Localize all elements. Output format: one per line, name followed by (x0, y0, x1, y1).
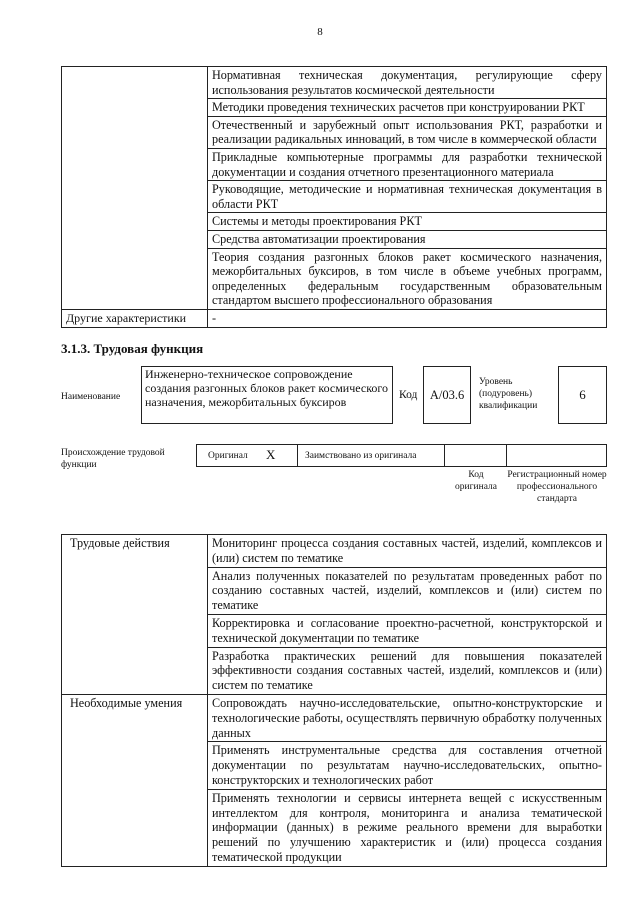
labor-action-item: Мониторинг процесса создания составных частей, изделий, комплексов и (или) систем по тематике (208, 535, 607, 568)
knowledge-item: Теория создания разгонных блоков ракет космического назначения, межорбитальных буксиров, в том числе в объеме учебных программ, определенных федеральным государственным образовательным стандартом высшего профессионального образования (208, 248, 607, 309)
knowledge-item: Прикладные компьютерные программы для разработки технической документации и создания отчетного презентационного материала (208, 148, 607, 180)
labor-action-item: Корректировка и согласование проектно-расчетной, конструкторской и технической документации по тематике (208, 614, 607, 647)
knowledge-item: Системы и методы проектирования РКТ (208, 213, 607, 231)
skill-item: Сопровождать научно-исследовательские, опытно-конструкторские и технологические работы, осуществлять первичную обработку полученных данных (208, 694, 607, 741)
knowledge-item: Средства автоматизации проектирования (208, 230, 607, 248)
other-characteristics-value: - (208, 309, 607, 327)
knowledge-item: Руководящие, методические и нормативная техническая документация в области РКТ (208, 181, 607, 213)
labor-function-table (61, 534, 607, 867)
knowledge-item: Нормативная техническая документация, регулирующие сферу использования результатов космической деятельности (208, 67, 607, 99)
other-characteristics-label: Другие характеристики (62, 309, 208, 327)
registration-number-caption: Регистрационный номер профессионального стандарта (507, 470, 607, 504)
name-label: Наименование (61, 392, 121, 402)
skill-item: Применять инструментальные средства для составления отчетной документации по результатам научно-исследовательских, опытно-конструкторских и технологических работ (208, 742, 607, 789)
knowledge-table (61, 66, 607, 328)
skill-item: Применять технологии и сервисы интернета вещей с искусственным интеллектом для контроля, мониторинга и анализа тематической информации (данных) в режиме реального времени для выработки решений по улучшению характеристик и (или) процесса создания тематической продукции (208, 789, 607, 866)
origin-code-cell (444, 444, 507, 467)
code-label: Код (399, 389, 418, 401)
labor-action-item: Разработка практических решений для повышения показателей эффективности создания составных частей, изделий, комплексов и (или) систем по тематике (208, 647, 607, 694)
original-label: Оригинал (208, 451, 248, 461)
section-title: 3.1.3. Трудовая функция (61, 341, 204, 356)
code-value: A/03.6 (423, 366, 471, 424)
function-name-value: Инженерно-техническое сопровождение создания разгонных блоков ракет космического назначения, межорбитальных буксиров (141, 366, 393, 424)
registration-number-cell (506, 444, 607, 467)
origin-code-caption: Код оригинала (455, 470, 497, 492)
required-skills-label: Необходимые умения (62, 694, 208, 866)
knowledge-label-cell (62, 67, 208, 310)
table-row (62, 309, 607, 327)
knowledge-item: Методики проведения технических расчетов при конструировании РКТ (208, 99, 607, 117)
borrowed-label: Заимствовано из оригинала (305, 451, 417, 461)
page-number: 8 (317, 26, 323, 38)
original-mark: X (266, 447, 276, 462)
level-label: Уровень (подуровень) квалификации (479, 377, 538, 411)
knowledge-item: Отечественный и зарубежный опыт использования РКТ, разработки и реализации радикальных инноваций, в том числе в коммерческой области (208, 116, 607, 148)
table-row (62, 694, 607, 741)
labor-actions-label: Трудовые действия (62, 535, 208, 695)
borrowed-cell (297, 444, 445, 467)
table-row (62, 67, 607, 99)
original-cell (196, 444, 298, 467)
table-row (62, 535, 607, 568)
labor-action-item: Анализ полученных показателей по результатам проведенных работ по созданию составных частей, изделий, комплексов и (или) систем по тематике (208, 567, 607, 614)
origin-label: Происхождение трудовой функции (61, 448, 165, 470)
level-value: 6 (558, 366, 607, 424)
